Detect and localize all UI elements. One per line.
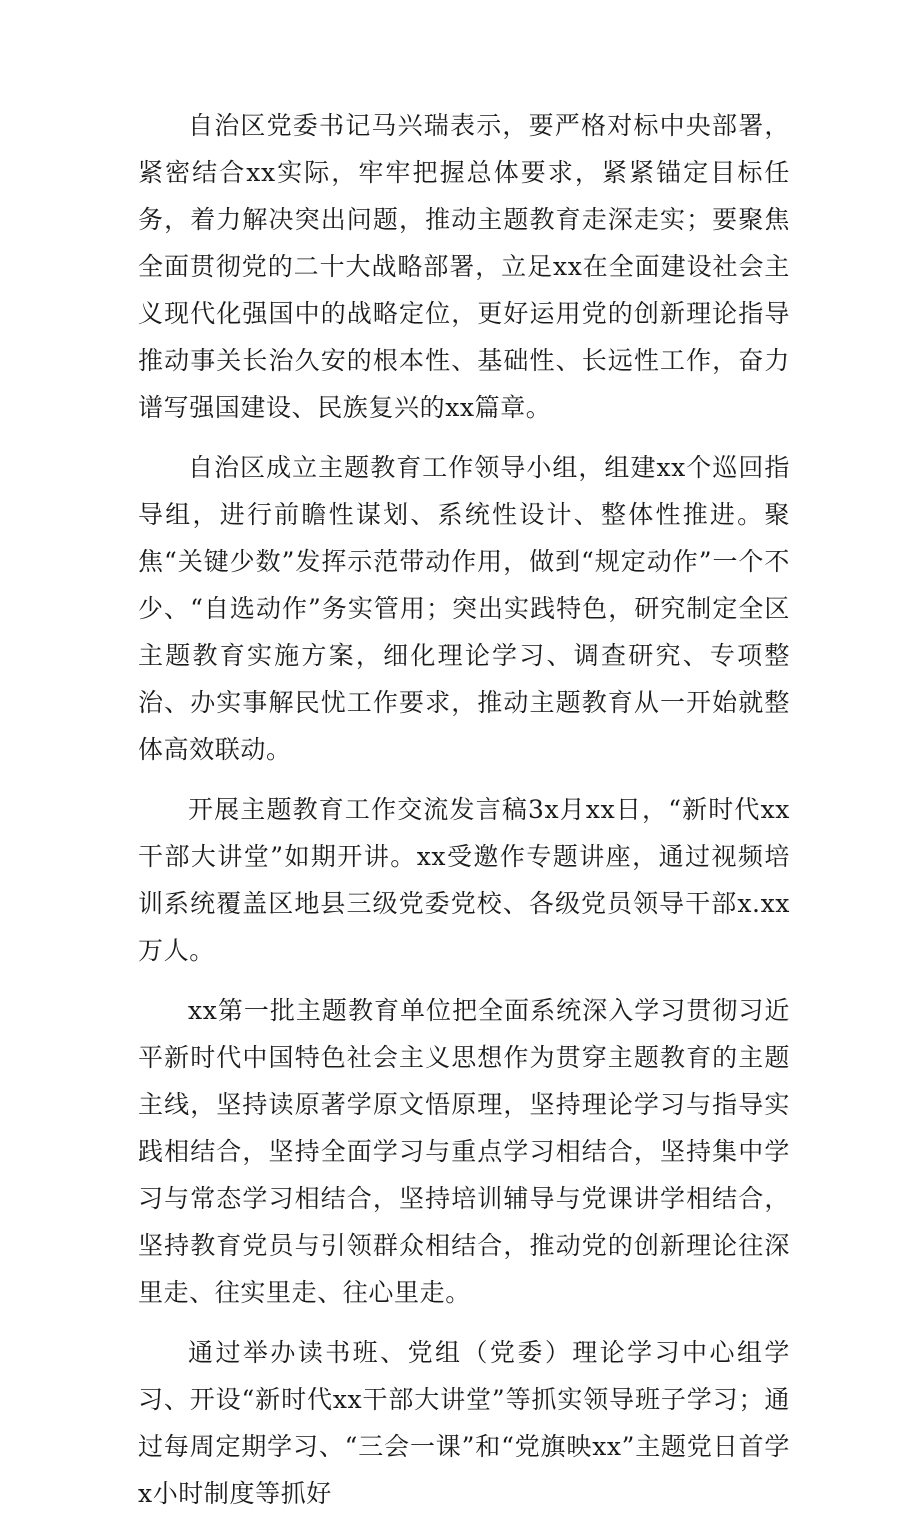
paragraph-2: 自治区成立主题教育工作领导小组，组建xx个巡回指导组，进行前瞻性谋划、系统性设计、整体性推进。聚焦“关键少数”发挥示范带动作用，做到“规定动作”一个不少、“自选动作”务实管用；突出实践特色，研究制定全区主题教育实施方案，细化理论学习、调查研究、专项整治、办实事解民忧工作要求，推动主题教育从一开始就整体高效联动。 [138,453,790,764]
paragraph-4: xx第一批主题教育单位把全面系统深入学习贯彻习近平新时代中国特色社会主义思想作为贯穿主题教育的主题主线，坚持读原著学原文悟原理，坚持理论学习与指导实践相结合，坚持全面学习与重点学习相结合，坚持集中学习与常态学习相结合，坚持培训辅导与党课讲学相结合，坚持教育党员与引领群众相结合，推动党的创新理论往深里走、往实里走、往心里走。 [138,996,790,1307]
paragraph-3: 开展主题教育工作交流发言稿3x月xx日，“新时代xx干部大讲堂”如期开讲。xx受邀作专题讲座，通过视频培训系统覆盖区地县三级党委党校、各级党员领导干部x.xx万人。 [138,795,790,965]
document-body [138,102,790,1530]
paragraph-5: 通过举办读书班、党组（党委）理论学习中心组学习、开设“新时代xx干部大讲堂”等抓实领导班子学习；通过每周定期学习、“三会一课”和“党旗映xx”主题党日首学x小时制度等抓好 [138,1338,790,1508]
paragraph-1: 自治区党委书记马兴瑞表示，要严格对标中央部署，紧密结合xx实际，牢牢把握总体要求，紧紧锚定目标任务，着力解决突出问题，推动主题教育走深走实；要聚焦全面贯彻党的二十大战略部署，立足xx在全面建设社会主义现代化强国中的战略定位，更好运用党的创新理论指导推动事关长治久安的根本性、基础性、长远性工作，奋力谱写强国建设、民族复兴的xx篇章。 [138,111,790,422]
